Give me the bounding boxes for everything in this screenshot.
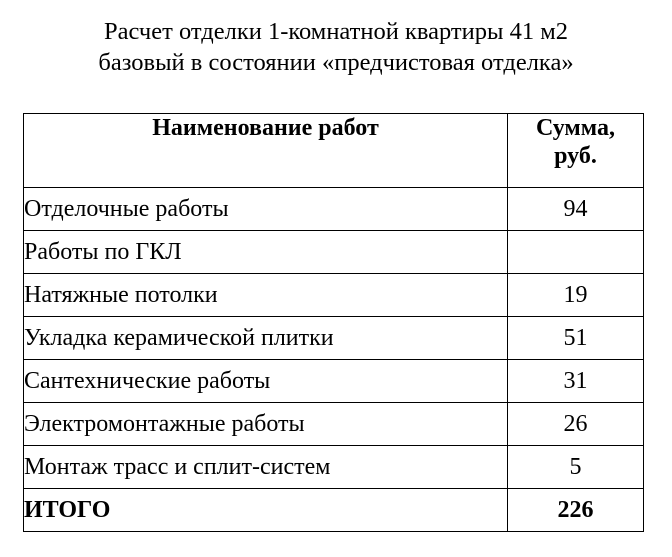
title-line-1: Расчет отделки 1-комнатной квартиры 41 м2 (104, 18, 568, 45)
work-sum-cell: 94 (508, 188, 644, 231)
title-line-2: базовый в состоянии «предчистовая отделка» (98, 49, 574, 76)
header-sum-line-2: руб. (554, 143, 597, 169)
work-name-cell: Работы по ГКЛ (24, 231, 508, 274)
total-sum-cell: 226 (508, 489, 644, 532)
table-row (24, 188, 644, 231)
work-name-cell: Монтаж трасс и сплит-систем (24, 446, 508, 489)
work-sum-cell: 19 (508, 274, 644, 317)
work-sum-cell: 5 (508, 446, 644, 489)
table-row (24, 317, 644, 360)
header-sum (508, 114, 644, 188)
table-row (24, 231, 644, 274)
work-sum-cell: 51 (508, 317, 644, 360)
work-name-cell: Отделочные работы (24, 188, 508, 231)
total-label-cell: ИТОГО (24, 489, 508, 532)
table-header-row (24, 114, 644, 188)
work-sum-cell: 31 (508, 360, 644, 403)
table-row (24, 274, 644, 317)
header-work-name: Наименование работ (24, 114, 508, 188)
work-name-cell: Электромонтажные работы (24, 403, 508, 446)
table-row (24, 360, 644, 403)
total-row (24, 489, 644, 532)
work-name-cell: Натяжные потолки (24, 274, 508, 317)
header-sum-line-1: Сумма, (536, 115, 615, 141)
work-sum-cell: 26 (508, 403, 644, 446)
table-row (24, 403, 644, 446)
work-name-cell: Сантехнические работы (24, 360, 508, 403)
document-title (0, 16, 672, 78)
work-sum-cell (508, 231, 644, 274)
table-row (24, 446, 644, 489)
work-name-cell: Укладка керамической плитки (24, 317, 508, 360)
works-cost-table (23, 113, 644, 532)
